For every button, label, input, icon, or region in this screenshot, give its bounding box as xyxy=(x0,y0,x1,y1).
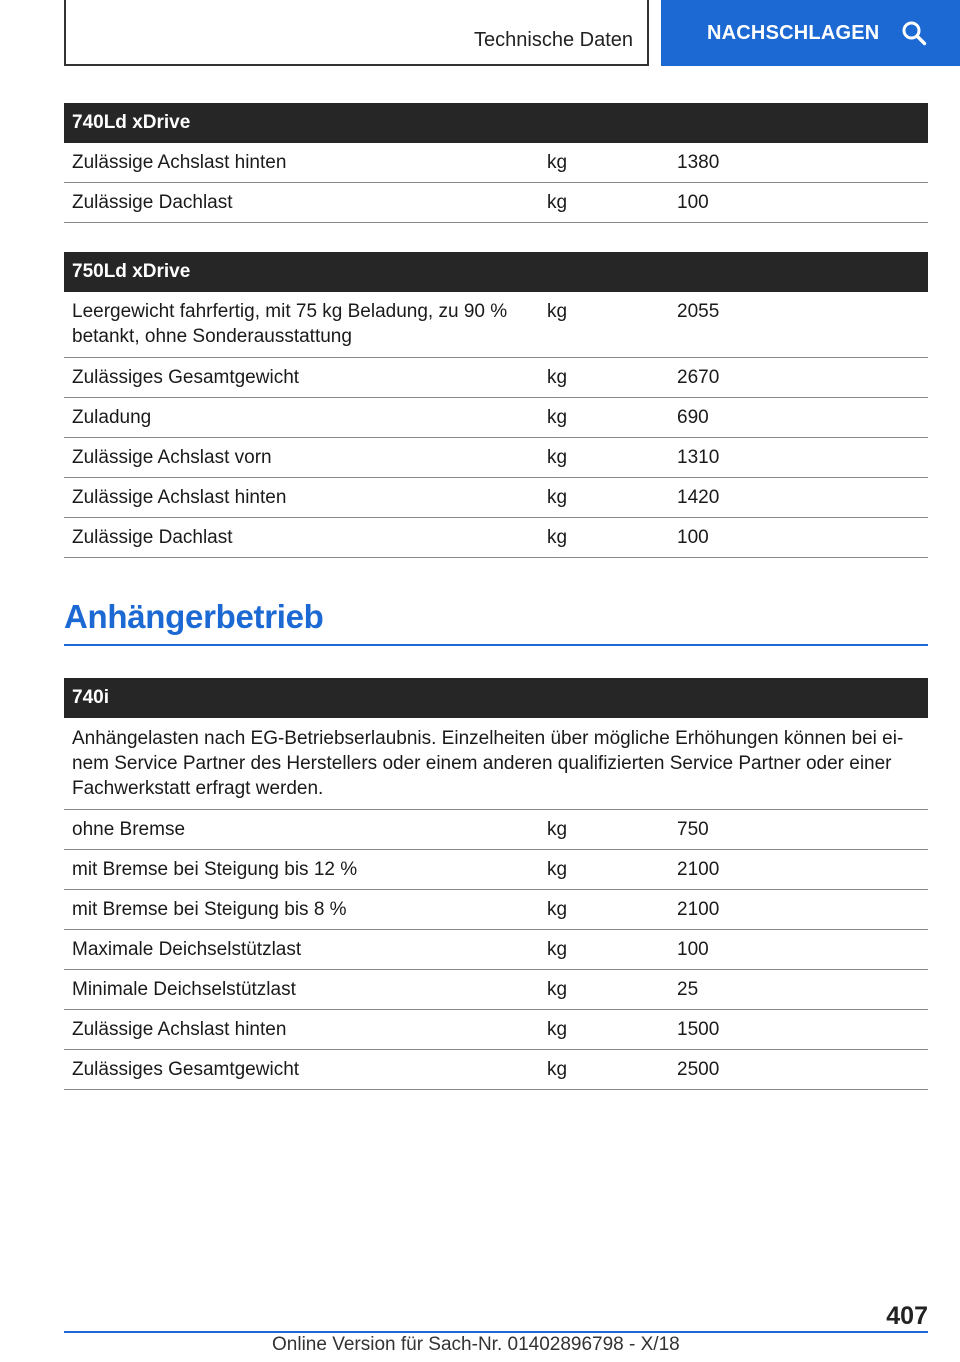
row-value: 1500 xyxy=(677,1019,720,1040)
row-value: 750 xyxy=(677,819,709,840)
row-label: Zulässige Achslast hinten xyxy=(72,487,287,508)
row-label: Minimale Deichselstützlast xyxy=(72,979,296,1000)
table-title: 740Ld xDrive xyxy=(64,103,928,143)
row-unit: kg xyxy=(547,407,568,428)
row-label: Zulässige Achslast hinten xyxy=(72,1019,287,1040)
table-row xyxy=(64,143,928,183)
row-unit: kg xyxy=(547,859,568,880)
row-value: 100 xyxy=(677,527,709,548)
table-row xyxy=(64,358,928,398)
row-value: 2670 xyxy=(677,367,720,388)
row-unit: kg xyxy=(547,192,568,213)
footer-divider xyxy=(64,1331,928,1333)
row-value: 2100 xyxy=(677,899,720,920)
row-label: Zulässige Dachlast xyxy=(72,527,233,548)
row-unit: kg xyxy=(547,301,568,322)
page-number: 407 xyxy=(886,1302,928,1330)
row-unit: kg xyxy=(547,899,568,920)
spec-table-750ld xyxy=(64,252,928,558)
table-row xyxy=(64,890,928,930)
row-unit: kg xyxy=(547,152,568,173)
spec-table-740ld xyxy=(64,103,928,223)
table-row xyxy=(64,183,928,223)
table-row xyxy=(64,970,928,1010)
trailer-table-740i xyxy=(64,678,928,1090)
row-unit: kg xyxy=(547,447,568,468)
table-row xyxy=(64,438,928,478)
row-unit: kg xyxy=(547,527,568,548)
nav-label: NACHSCHLAGEN xyxy=(707,21,880,44)
table-row xyxy=(64,1050,928,1090)
table-note: Anhängelasten nach EG-Betriebserlaubnis. Einzelheiten über mögliche Erhöhungen können bei ei-nem Service Partner des Herstellers oder einem anderen qualifizierten Service Partner oder einer Fachwerkstatt erfragt werden. xyxy=(64,718,928,810)
footer-text: Online Version für Sach-Nr. 01402896798 - X/18 xyxy=(272,1334,680,1355)
table-row xyxy=(64,518,928,558)
row-value: 2055 xyxy=(677,301,720,322)
row-value: 100 xyxy=(677,939,709,960)
row-unit: kg xyxy=(547,1019,568,1040)
row-unit: kg xyxy=(547,1059,568,1080)
row-unit: kg xyxy=(547,939,568,960)
nachschlagen-button[interactable] xyxy=(661,0,960,66)
row-value: 100 xyxy=(677,192,709,213)
row-unit: kg xyxy=(547,367,568,388)
row-unit: kg xyxy=(547,979,568,1000)
table-row xyxy=(64,478,928,518)
row-label: Zulässiges Gesamtgewicht xyxy=(72,1059,300,1080)
section-heading: Anhängerbetrieb xyxy=(64,598,928,646)
table-title: 740i xyxy=(64,678,928,718)
row-label: Zuladung xyxy=(72,407,152,428)
row-label: Maximale Deichselstützlast xyxy=(72,939,302,960)
header-section-box xyxy=(64,0,649,66)
row-label: ohne Bremse xyxy=(72,819,186,840)
table-row xyxy=(64,292,928,358)
row-value: 2100 xyxy=(677,859,720,880)
table-row xyxy=(64,810,928,850)
row-label: Leergewicht fahrfertig, mit 75 kg Beladung, zu 90 % betankt, ohne Sonderausstattung xyxy=(72,301,508,347)
row-label: Zulässige Achslast hinten xyxy=(72,152,287,173)
row-value: 1310 xyxy=(677,447,720,468)
section-title: Technische Daten xyxy=(474,29,633,51)
row-value: 1380 xyxy=(677,152,720,173)
row-value: 2500 xyxy=(677,1059,720,1080)
row-value: 25 xyxy=(677,979,699,1000)
row-value: 690 xyxy=(677,407,709,428)
table-row xyxy=(64,398,928,438)
row-label: mit Bremse bei Steigung bis 8 % xyxy=(72,899,347,920)
row-label: Zulässige Dachlast xyxy=(72,192,233,213)
table-row xyxy=(64,1010,928,1050)
table-row xyxy=(64,850,928,890)
row-unit: kg xyxy=(547,487,568,508)
table-title: 750Ld xDrive xyxy=(64,252,928,292)
row-value: 1420 xyxy=(677,487,720,508)
row-label: Zulässige Achslast vorn xyxy=(72,447,272,468)
search-icon[interactable] xyxy=(901,20,927,46)
row-label: mit Bremse bei Steigung bis 12 % xyxy=(72,859,358,880)
row-unit: kg xyxy=(547,819,568,840)
table-row xyxy=(64,930,928,970)
row-label: Zulässiges Gesamtgewicht xyxy=(72,367,300,388)
